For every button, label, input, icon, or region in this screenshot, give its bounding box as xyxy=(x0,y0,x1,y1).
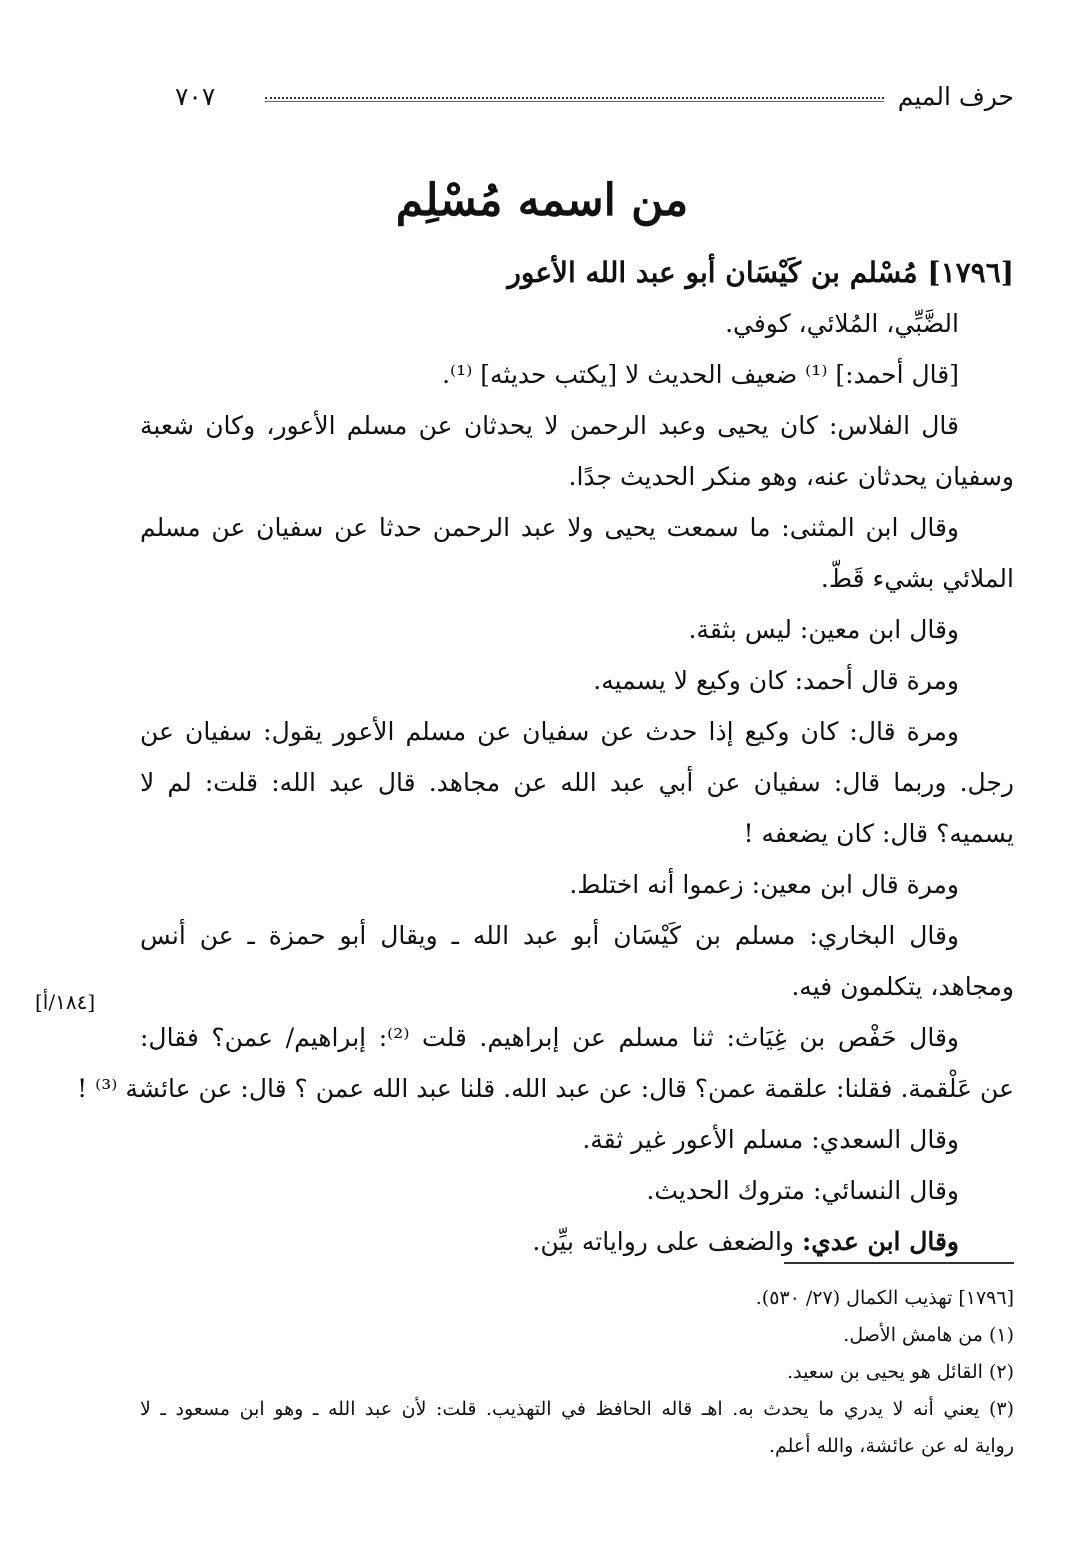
text-line: عن عَلْقمة. فقلنا: علقمة عمن؟ قال: عن عبد الله. قلنا عبد الله عمن ؟ قال: عن عائشة ⁽³⁾ ! xyxy=(77,1074,1014,1103)
last-line-text: والضعف على رواياته بيِّن. xyxy=(532,1227,803,1256)
section-name: حرف الميم xyxy=(897,82,1014,111)
text-line: الضَّبِّي، المُلائي، كوفي. xyxy=(725,309,959,338)
footnote: رواية له عن عائشة، والله أعلم. xyxy=(768,1435,1014,1457)
text-line: ومرة قال: كان وكيع إذا حدث عن سفيان عن مسلم الأعور يقول: سفيان عن xyxy=(140,717,959,746)
text-line: وقال السعدي: مسلم الأعور غير ثقة. xyxy=(582,1125,959,1154)
text-line: ومرة قال أحمد: كان وكيع لا يسميه. xyxy=(593,666,959,695)
text-line-last xyxy=(140,1216,1014,1267)
page-number: ٧٠٧ xyxy=(175,82,216,111)
footnote: [١٧٩٦] تهذيب الكمال (٢٧/ ٥٣٠). xyxy=(755,1287,1014,1309)
speaker-bold: وقال ابن عدي: xyxy=(802,1227,959,1256)
footnote: (١) من هامش الأصل. xyxy=(843,1324,1014,1346)
text-line: وسفيان يحدثان عنه، وهو منكر الحديث جدًا. xyxy=(568,462,1014,491)
chapter-title: من اسمه مُسْلِم xyxy=(395,175,689,226)
text-line: وقال ابن معين: ليس بثقة. xyxy=(688,615,959,644)
footnote: (٣) يعني أنه لا يدري ما يحدث به. اهـ قاله الحافظ في التهذيب. قلت: لأن عبد الله ـ وهو ابن مسعود ـ لا xyxy=(140,1398,1014,1420)
text-line: الملائي بشيء قَطّ. xyxy=(820,564,1014,593)
text-line: ومجاهد، يتكلمون فيه. xyxy=(791,972,1014,1001)
footnote-rule xyxy=(784,1262,1014,1264)
entry-body xyxy=(77,250,1014,1267)
text-line: يسميه؟ قال: كان يضعفه ! xyxy=(743,819,1014,848)
footnotes xyxy=(140,1262,1014,1465)
entry-heading: [١٧٩٦] مُسْلم بن كَيْسَان أبو عبد الله الأعور xyxy=(507,256,1014,289)
footnote: (٢) القائل هو يحيى بن سعيد. xyxy=(787,1361,1014,1383)
text-line: قال الفلاس: كان يحيى وعبد الرحمن لا يحدثان عن مسلم الأعور، وكان شعبة xyxy=(140,411,959,440)
text-line: وقال ابن المثنى: ما سمعت يحيى ولا عبد الرحمن حدثا عن سفيان عن مسلم xyxy=(140,513,959,542)
running-head xyxy=(175,80,1014,120)
text-line: وقال النسائي: متروك الحديث. xyxy=(646,1176,959,1205)
text-line: وقال حَفْص بن غِيَاث: ثنا مسلم عن إبراهيم. قلت ⁽²⁾: إبراهيم/ عمن؟ فقال: xyxy=(140,1023,959,1052)
header-rule xyxy=(265,97,884,102)
margin-folio-note: [١٨٤/أ] xyxy=(35,990,96,1014)
text-line: رجل. وربما قال: سفيان عن أبي عبد الله عن مجاهد. قال عبد الله: قلت: لم لا xyxy=(140,768,1014,797)
text-line: وقال البخاري: مسلم بن كَيْسَان أبو عبد الله ـ ويقال أبو حمزة ـ عن أنس xyxy=(140,921,959,950)
text-line: [قال أحمد:] ⁽¹⁾ ضعيف الحديث لا [يكتب حديثه] ⁽¹⁾. xyxy=(442,360,959,389)
text-line: ومرة قال ابن معين: زعموا أنه اختلط. xyxy=(569,870,959,899)
